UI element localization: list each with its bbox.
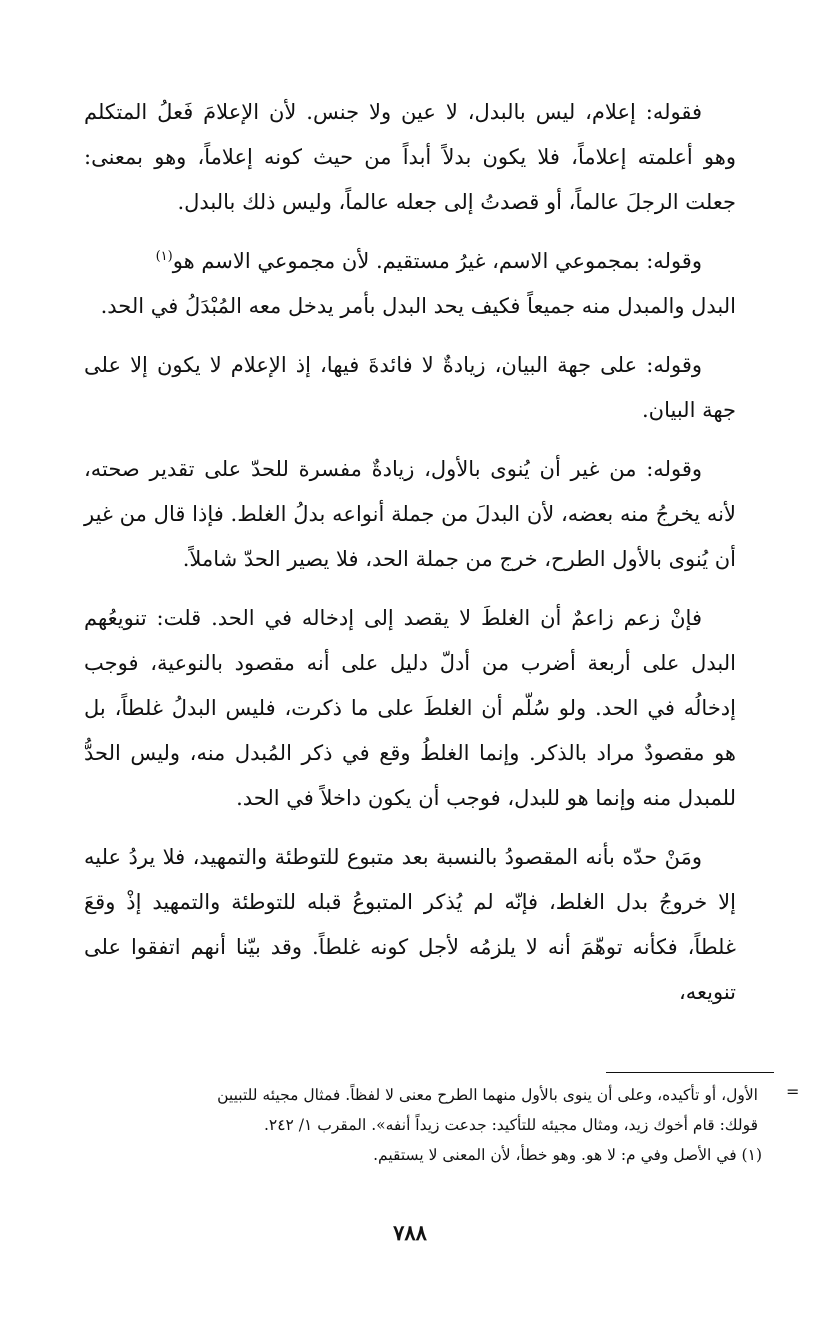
paragraph-5: فإنْ زعم زاعمٌ أن الغلطَ لا يقصد إلى إدخاله في الحد. قلت: تنويعُهم البدل على أربعة أضرب من أدلّ دليل على أنه مقصود بالنوعية، فوجب إدخالُه في الحد. ولو سُلّم أن الغلطَ على ما ذكرت، فليس البدلُ غلطاً، بل هو مقصودٌ مراد بالذكر. وإنما الغلطُ وقع في ذكر المُبدل منه، وليس الحدُّ للمبدل منه وإنما هو للبدل، فوجب أن يكون داخلاً في الحد.	[84, 606, 736, 810]
footnote-continued-line-2: قولك: قام أخوك زيد، ومثال مجيئه للتأكيد: جدعت زيداً أنفه». المقرب ١/ ٢٤٢.	[263, 1116, 758, 1134]
footnote-continued-line-1: الأول، أو تأكيده، وعلى أن ينوى بالأول منهما الطرح معنى لا لفظاً. فمثال مجيئه للتبيين	[217, 1086, 758, 1104]
paragraph-3: وقوله: على جهة البيان، زيادةٌ لا فائدةَ فيها، إذ الإعلام لا يكون إلا على جهة البيان.	[84, 353, 736, 422]
footnote-1: (١) في الأصل وفي م: لا هو. وهو خطأ، لأن المعنى لا يستقيم.	[373, 1146, 762, 1164]
paragraph-2	[84, 239, 736, 284]
footnotes	[84, 1080, 762, 1170]
paragraph-2-text: وقوله: بمجموعي الاسم، غيرُ مستقيم. لأن مجموعي الاسم هو	[172, 249, 702, 273]
footnote-reference-1: (١)	[155, 249, 173, 264]
paragraph-4: وقوله: من غير أن يُنوى بالأول، زيادةٌ مفسرة للحدّ على تقدير صحته، لأنه يخرجُ منه بعضه، لأن البدلَ من جملة أنواعه بدلُ الغلط. فإذا قال من غير أن يُنوى بالأول الطرح، خرج من جملة الحد، فلا يصير الحدّ شاملاً.	[84, 457, 736, 571]
paragraph-1: فقوله: إعلام، ليس بالبدل، لا عين ولا جنس. لأن الإعلامَ فَعلُ المتكلم وهو أعلمته إعلاماً، فلا يكون بدلاً أبداً من حيث كونه إعلاماً، وهو بمعنى: جعلت الرجلَ عالماً، أو قصدتُ إلى جعله عالماً، وليس ذلك بالبدل.	[84, 100, 736, 214]
page-number: ٧٨٨	[393, 1220, 427, 1245]
main-text	[84, 90, 736, 1029]
footnote-separator	[606, 1072, 774, 1073]
paragraph-6: ومَنْ حدّه بأنه المقصودُ بالنسبة بعد متبوع للتوطئة والتمهيد، فلا يردُ عليه إلا خروجُ بدل الغلط، فإنّه لم يُذكر المتبوعُ قبله للتوطئة والتمهيد إذْ وقعَ غلطاً، فكأنه توهّمَ أنه لا يلزمُه لأجل كونه غلطاً. وقد بيّنا أنهم اتفقوا على تنويعه،	[84, 845, 736, 1004]
paragraph-2-continuation: البدل والمبدل منه جميعاً فكيف يحد البدل بأمر يدخل معه المُبْدَلُ في الحد.	[100, 294, 736, 318]
footnote-continuation-mark: =	[786, 1082, 800, 1101]
